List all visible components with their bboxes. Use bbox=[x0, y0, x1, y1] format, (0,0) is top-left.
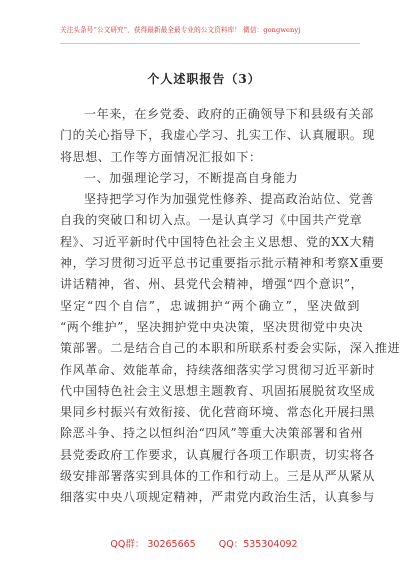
body-line: 细落实中央八项规定精神，严肃党内政治生活，认真参与 bbox=[60, 490, 376, 505]
body-line: 果同乡村振兴有效衔接、优化营商环境、常态化开展扫黑 bbox=[60, 405, 376, 420]
body-line: 一年来，在乡党委、政府的正确领导下和县级有关部 bbox=[84, 107, 374, 121]
body-line: 自我的突破口和切入点。一是认真学习《中国共产党章 bbox=[60, 213, 363, 228]
body-line: 坚定“四个自信”，忠诚拥护“两个确立”，坚决做到 bbox=[60, 298, 360, 313]
body-line: “两个维护”，坚决拥护党中央决策，坚决贯彻党中央决 bbox=[60, 319, 364, 334]
body-line: 神，学习贯彻习近平总书记重要指示批示精神和考察X重要 bbox=[60, 256, 385, 271]
body-line: 将思想、工作等方面情况汇报如下： bbox=[60, 149, 262, 164]
page-title: 个人述职报告（3） bbox=[147, 72, 261, 86]
body-line: 坚持把学习作为加强党性修养、提高政治站位、党善 bbox=[84, 192, 374, 207]
footer-qq-number: QQ：535304092 bbox=[218, 539, 298, 550]
body-line: 一、加强理论学习，不断提高自身能力 bbox=[84, 170, 299, 185]
body-line: 除恶斗争、持之以恒纠治“四风”等重大决策部署和省州 bbox=[60, 426, 364, 441]
document-body bbox=[60, 104, 401, 509]
body-line: 策部署。二是结合自己的本职和所联系村委会实际，深入推进 bbox=[60, 341, 401, 356]
body-line: 门的关心指导下，我虚心学习、扎实工作、认真履职。现 bbox=[60, 128, 376, 143]
body-line: 程》、习近平新时代中国特色社会主义思想、党的XX大精 bbox=[60, 234, 375, 249]
body-line: 代中国特色社会主义思想主题教育、巩固拓展脱贫攻坚成 bbox=[60, 383, 376, 398]
body-line: 讲话精神，省、州、县党代会精神，增强“四个意识”， bbox=[60, 277, 364, 292]
body-line: 级安排部署落实到具体的工作和行动上。三是从严从紧从 bbox=[60, 469, 376, 484]
body-line: 县党委政府工作要求，认真履行各项工作职责，切实将各 bbox=[60, 447, 376, 462]
header-note: 关注头条号“公文研究”，获得最新最全最专业的公文资料库！ 微信：gongwenyj bbox=[60, 26, 301, 34]
body-line: 作风革命、效能革命，持续落细落实学习贯彻习近平新时 bbox=[60, 362, 376, 377]
footer-qq-group: QQ群： 30265665 bbox=[110, 539, 196, 550]
footer bbox=[0, 536, 408, 550]
header-divider bbox=[60, 43, 360, 44]
